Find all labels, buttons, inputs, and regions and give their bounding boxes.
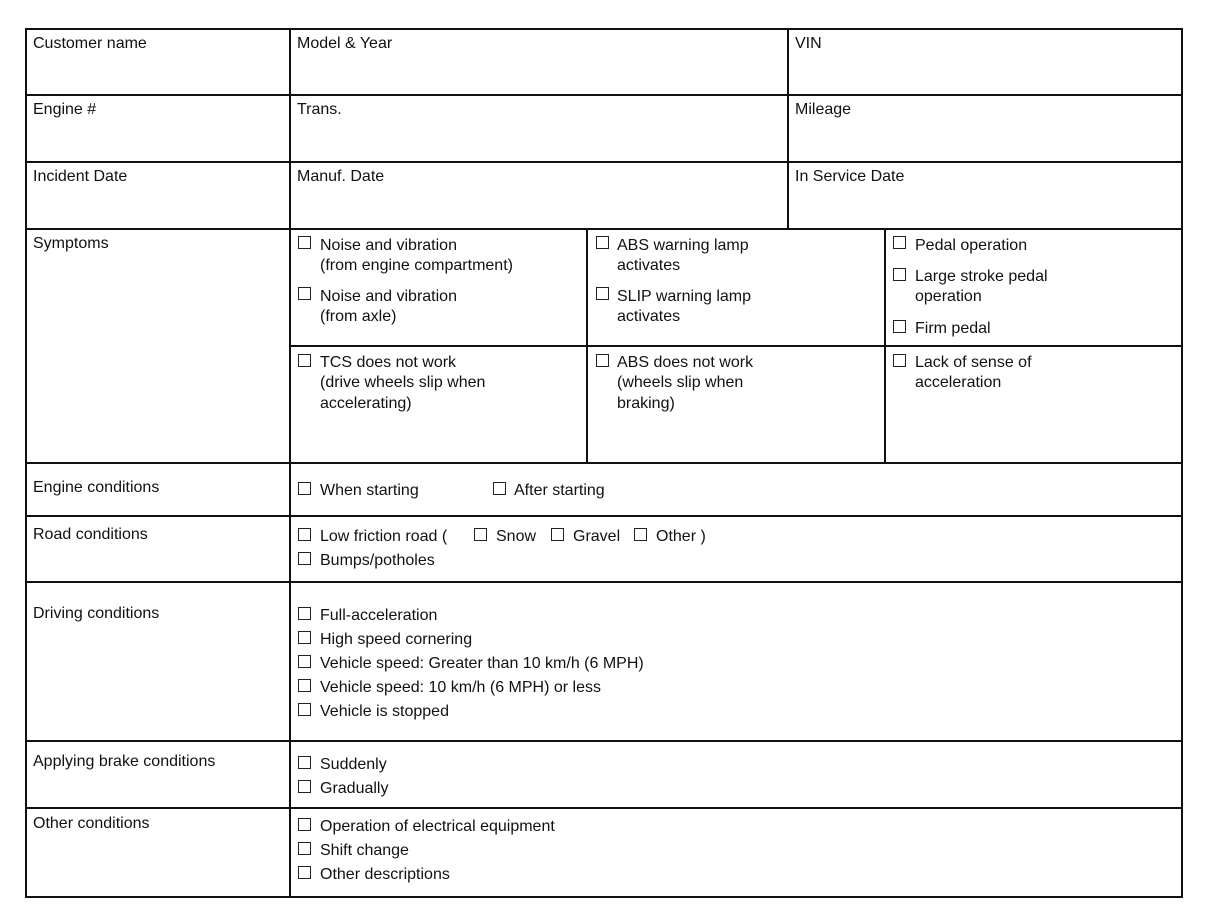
driving-option-text: Vehicle is stopped — [320, 703, 449, 720]
pedal-operation-checkbox[interactable] — [893, 236, 906, 249]
engine-conditions-label: Engine conditions — [33, 479, 160, 496]
abs-not-work-line-3: braking) — [617, 395, 675, 412]
when-starting-text: When starting — [320, 482, 419, 499]
trans-label: Trans. — [297, 101, 342, 118]
driving-option-text: Full-acceleration — [320, 607, 438, 624]
form-border-top — [25, 28, 1183, 30]
low-friction-checkbox[interactable] — [298, 528, 311, 541]
pedal-operation-text: Pedal operation — [915, 237, 1028, 254]
driving-option-text: Vehicle speed: Greater than 10 km/h (6 MPH) — [320, 655, 644, 672]
tcs-not-work-checkbox[interactable] — [298, 354, 311, 367]
firm-pedal-checkbox[interactable] — [893, 320, 906, 333]
lack-accel-checkbox[interactable] — [893, 354, 906, 367]
abs-not-work-line-2: (wheels slip when — [617, 374, 744, 391]
other-conditions-label: Other conditions — [33, 815, 150, 832]
symptom-mid-divider — [289, 345, 1183, 347]
incident-date-label: Incident Date — [33, 168, 128, 185]
driving-option-text: Vehicle speed: 10 km/h (6 MPH) or less — [320, 679, 602, 696]
engine-number-label: Engine # — [33, 101, 97, 118]
bumps-checkbox[interactable] — [298, 552, 311, 565]
when-starting-checkbox[interactable] — [298, 482, 311, 495]
gradually-checkbox[interactable] — [298, 780, 311, 793]
symptom-column-divider — [884, 228, 886, 462]
row-divider — [25, 228, 1183, 230]
other-option-text: Other descriptions — [320, 866, 450, 883]
firm-pedal-text: Firm pedal — [915, 320, 991, 337]
driving-option-checkbox[interactable] — [298, 631, 311, 644]
road-conditions-label: Road conditions — [33, 526, 148, 543]
noise-engine-line-2: (from engine compartment) — [320, 257, 513, 274]
form-border-bottom — [25, 896, 1183, 898]
tcs-not-work-line-2: (drive wheels slip when — [320, 374, 486, 391]
symptom-column-divider — [586, 228, 588, 462]
model-year-label: Model & Year — [297, 35, 393, 52]
other-option-checkbox[interactable] — [298, 818, 311, 831]
driving-option-checkbox[interactable] — [298, 655, 311, 668]
driving-option-checkbox[interactable] — [298, 703, 311, 716]
large-stroke-checkbox[interactable] — [893, 268, 906, 281]
slip-lamp-checkbox[interactable] — [596, 287, 609, 300]
abs-not-work-line-1: ABS does not work — [617, 354, 754, 371]
brake-conditions-label: Applying brake conditions — [33, 753, 216, 770]
other-option-text: Operation of electrical equipment — [320, 818, 555, 835]
other-option-text: Shift change — [320, 842, 409, 859]
tcs-not-work-line-1: TCS does not work — [320, 354, 457, 371]
row-divider — [25, 515, 1183, 517]
row-divider — [25, 161, 1183, 163]
noise-engine-line-1: Noise and vibration — [320, 237, 457, 254]
row-divider — [25, 462, 1183, 464]
customer-name-label: Customer name — [33, 35, 147, 52]
lack-accel-line-1: Lack of sense of — [915, 354, 1032, 371]
driving-option-text: High speed cornering — [320, 631, 473, 648]
row-divider — [25, 581, 1183, 583]
driving-option-checkbox[interactable] — [298, 607, 311, 620]
symptom-form — [25, 28, 1183, 898]
snow-checkbox[interactable] — [474, 528, 487, 541]
after-starting-text: After starting — [514, 482, 605, 499]
bumps-text: Bumps/potholes — [320, 552, 435, 569]
label-column-divider — [289, 28, 291, 898]
snow-text: Snow — [496, 528, 537, 545]
header-column-divider — [787, 28, 789, 228]
large-stroke-line-2: operation — [915, 288, 982, 305]
suddenly-text: Suddenly — [320, 756, 387, 773]
driving-option-checkbox[interactable] — [298, 679, 311, 692]
manuf-date-label: Manuf. Date — [297, 168, 385, 185]
abs-lamp-checkbox[interactable] — [596, 236, 609, 249]
noise-axle-line-2: (from axle) — [320, 308, 397, 325]
symptoms-label: Symptoms — [33, 235, 109, 252]
row-divider — [25, 740, 1183, 742]
noise-axle-line-1: Noise and vibration — [320, 288, 457, 305]
mileage-label: Mileage — [795, 101, 852, 118]
slip-lamp-line-1: SLIP warning lamp — [617, 288, 751, 305]
low-friction-text: Low friction road ( — [320, 528, 448, 545]
vin-label: VIN — [795, 35, 822, 52]
driving-conditions-label: Driving conditions — [33, 605, 160, 622]
noise-axle-checkbox[interactable] — [298, 287, 311, 300]
in-service-date-label: In Service Date — [795, 168, 905, 185]
other-road-text: Other ) — [656, 528, 706, 545]
after-starting-checkbox[interactable] — [493, 482, 506, 495]
noise-engine-checkbox[interactable] — [298, 236, 311, 249]
abs-lamp-line-2: activates — [617, 257, 681, 274]
row-divider — [25, 807, 1183, 809]
other-option-checkbox[interactable] — [298, 842, 311, 855]
gradually-text: Gradually — [320, 780, 389, 797]
row-divider — [25, 94, 1183, 96]
slip-lamp-line-2: activates — [617, 308, 681, 325]
gravel-checkbox[interactable] — [551, 528, 564, 541]
gravel-text: Gravel — [573, 528, 621, 545]
abs-lamp-line-1: ABS warning lamp — [617, 237, 749, 254]
suddenly-checkbox[interactable] — [298, 756, 311, 769]
other-option-checkbox[interactable] — [298, 866, 311, 879]
abs-not-work-checkbox[interactable] — [596, 354, 609, 367]
tcs-not-work-line-3: accelerating) — [320, 395, 412, 412]
large-stroke-line-1: Large stroke pedal — [915, 268, 1048, 285]
lack-accel-line-2: acceleration — [915, 374, 1002, 391]
other-road-checkbox[interactable] — [634, 528, 647, 541]
